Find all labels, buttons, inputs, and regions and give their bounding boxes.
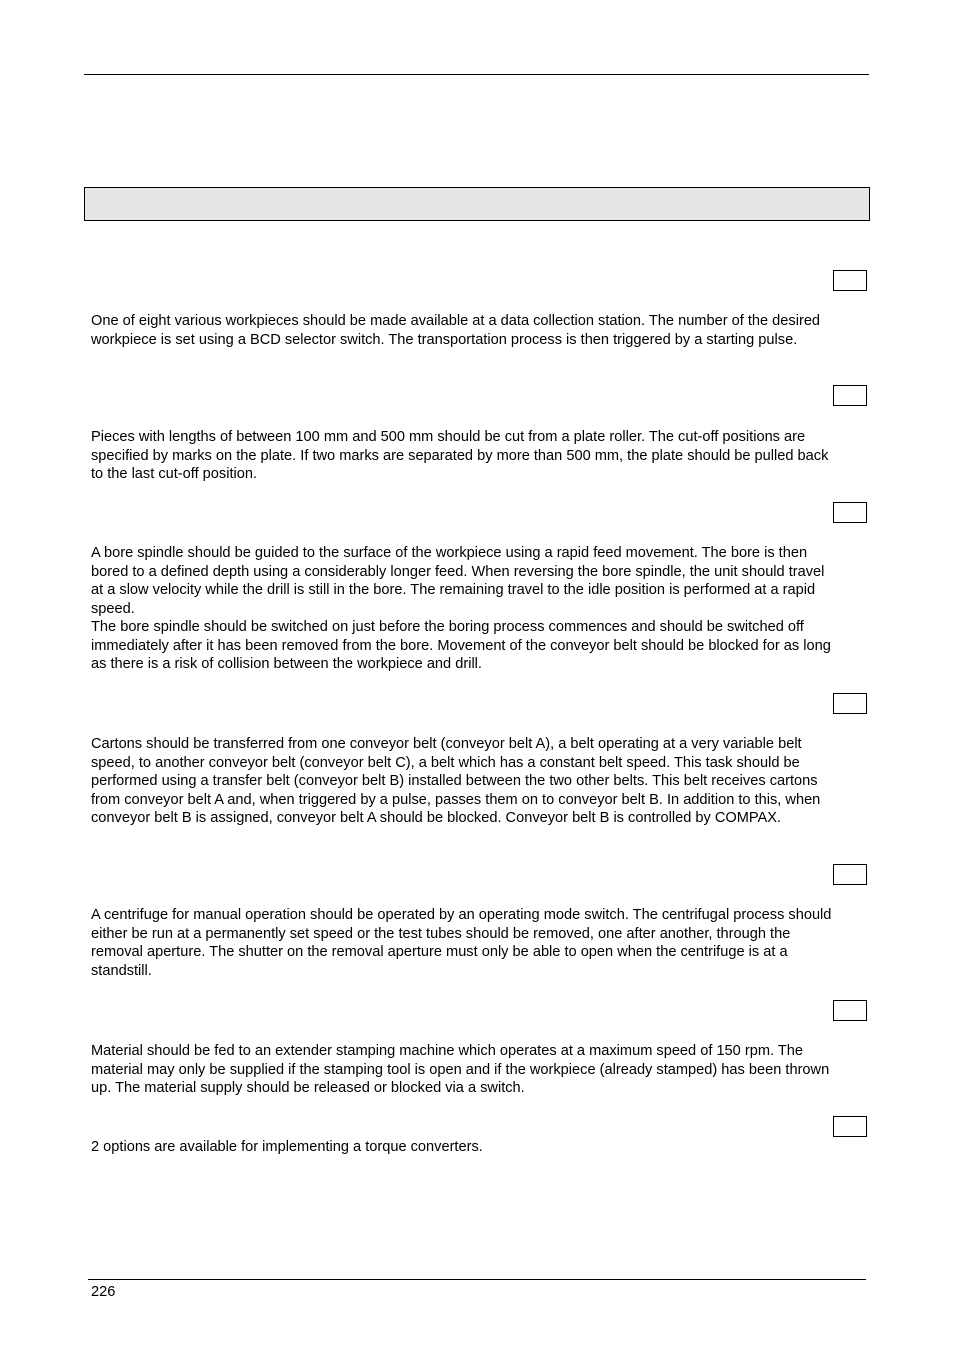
section-4-text: Cartons should be transferred from one conveyor belt (conveyor belt A), a belt operating at a very variable belt speed, to another conveyor belt (conveyor belt C), a belt which has a constant belt speed. This task should be performed using a transfer belt (conveyor belt B) installed between the two other belts. This belt receives cartons from conveyor belt A and, when triggered by a pulse, passes them on to conveyor belt B. In addition to this, when conveyor belt B is assigned, conveyor belt A should be blocked. Conveyor belt B is controlled by COMPAX. xyxy=(91,736,821,826)
section-3-checkbox[interactable] xyxy=(833,502,867,523)
chapter-heading-box xyxy=(84,187,870,221)
section-2-checkbox[interactable] xyxy=(833,385,867,406)
section-7-checkbox[interactable] xyxy=(833,1116,867,1137)
section-6-text: Material should be fed to an extender stamping machine which operates at a maximum speed of 150 rpm. The material may only be supplied if the stamping tool is open and if the workpiece (already stamped) has been thrown up. The material supply should be released or blocked via a switch. xyxy=(91,1043,830,1096)
section-1-checkbox[interactable] xyxy=(833,270,867,291)
section-4-checkbox[interactable] xyxy=(833,693,867,714)
page-number: 226 xyxy=(91,1284,116,1300)
section-7-text: 2 options are available for implementing a torque converters. xyxy=(91,1139,483,1155)
section-5-text: A centrifuge for manual operation should be operated by an operating mode switch. The centrifugal process should either be run at a permanently set speed or the test tubes should be removed, one after another, through the removal aperture. The shutter on the removal aperture must only be able to open when the centrifuge is at a standstill. xyxy=(91,907,832,979)
section-2-text: Pieces with lengths of between 100 mm and 500 mm should be cut from a plate roller. The cut-off positions are specified by marks on the plate. If two marks are separated by more than 500 mm, the plate should be pulled back to the last cut-off position. xyxy=(91,429,829,482)
section-3-text: A bore spindle should be guided to the surface of the workpiece using a rapid feed movement. The bore is then bored to a defined depth using a considerably longer feed. When reversing the bore spindle, the unit should travel at a slow velocity while the drill is still in the bore. The remaining travel to the idle position is performed at a rapid speed. The bore spindle should be switched on just before the boring process commences and should be switched off immediately after it has been removed from the bore. Movement of the conveyor belt should be blocked for as long as there is a risk of collision between the workpiece and drill. xyxy=(91,545,831,672)
section-5-checkbox[interactable] xyxy=(833,864,867,885)
section-6-checkbox[interactable] xyxy=(833,1000,867,1021)
footer-rule xyxy=(88,1279,866,1280)
header-rule xyxy=(84,74,869,75)
section-1-text: One of eight various workpieces should be made available at a data collection station. The number of the desired workpiece is set using a BCD selector switch. The transportation process is then triggered by a starting pulse. xyxy=(91,313,821,348)
